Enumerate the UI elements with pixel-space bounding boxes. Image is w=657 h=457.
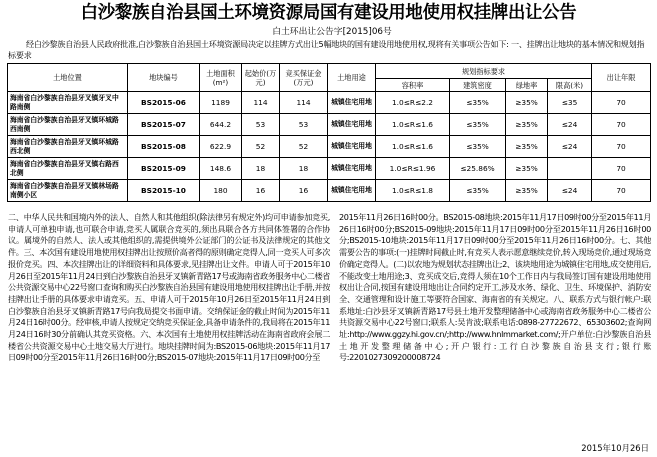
header-area: 土地面积(m²) — [200, 64, 242, 92]
cell-deposit: 52 — [280, 136, 328, 158]
cell-use: 城镇住宅用地 — [328, 114, 376, 136]
cell-height: ≤35 — [548, 92, 592, 114]
cell-location: 海南省白沙黎族自治县牙叉镇牙叉中路南侧 — [8, 92, 128, 114]
notice-intro: 经白沙黎族自治县人民政府批准,白沙黎族自治县国土环境资源局决定以挂牌方式出让5幅地块的国有建设用地使用权,现将有关事项公告如下: 一、挂牌出让地块的基本情况和规划指标要求 — [8, 39, 645, 61]
cell-years: 70 — [592, 114, 651, 136]
cell-code: BS2015-07 — [128, 114, 200, 136]
cell-area: 180 — [200, 180, 242, 202]
cell-area: 1189 — [200, 92, 242, 114]
cell-deposit: 114 — [280, 92, 328, 114]
table-row — [8, 92, 651, 114]
header-code: 地块编号 — [128, 64, 200, 92]
table-row — [8, 158, 651, 180]
cell-deposit: 18 — [280, 158, 328, 180]
cell-density: ≤35% — [450, 92, 506, 114]
body-column-left: 二、中华人民共和国境内外的法人、自然人和其他组织(除法律另有规定外)均可申请参加竞买,申请人可单独申请,也可联合申请,竞买人属联合竞买的,须出具联合各方共同体签署的合作协议。属境外的自然人、法人或其他组织的,需提供境外公证部门的公证书及法律规定的其他文件。三、本次国有建设用地使用权挂牌出让按照价高者得的原则确定竞得人,同一竞买人可多次报价竞买。四、本次挂牌出让的详细资料和具体要求,见挂牌出让文件。申请人可于2015年10月26日至2015年11月24日到白沙黎族自治县牙叉镇新青路17号或海南省政务服务中心二楼省公共资源交易中心22号窗口查询和购买白沙黎族自治县国有建设用地使用权挂牌出让手册,并按挂牌出让手册的具体要求申请竞买。五、申请人可于2015年10月26日至2015年11月24日到白沙黎族自治县牙叉镇新青路17号向我局提交书面申请。交纳保证金的截止时间为2015年11月24日16时00分。经审核,申请人按规定交纳竞买保证金,具备申请条件的,我局将在2015年11月24日16时30分前确认其竞买资格。六、本次国有土地使用权挂牌活动在海南省政府会展二楼省公共资源交易中心土地交易大厅进行。地块挂牌时间为:BS2015-06地块:2015年11月17日09时00分至2015年11月26日16时00分;BS2015-07地块:2015年11月17日09时00分至 — [8, 212, 330, 363]
cell-code: BS2015-06 — [128, 92, 200, 114]
cell-area: 148.6 — [200, 158, 242, 180]
cell-area: 644.2 — [200, 114, 242, 136]
cell-height: ≤24 — [548, 136, 592, 158]
cell-green: ≥35% — [506, 136, 548, 158]
cell-years: 70 — [592, 158, 651, 180]
cell-green: ≥35% — [506, 180, 548, 202]
cell-density: ≤35% — [450, 180, 506, 202]
cell-density: ≤25.86% — [450, 158, 506, 180]
notice-title: 白沙黎族自治县国土环境资源局国有建设用地使用权挂牌出让公告 — [80, 3, 577, 23]
cell-years: 70 — [592, 180, 651, 202]
cell-deposit: 16 — [280, 180, 328, 202]
cell-density: ≤35% — [450, 114, 506, 136]
cell-height: ≤24 — [548, 180, 592, 202]
cell-start-price: 52 — [242, 136, 280, 158]
header-green: 绿地率 — [506, 79, 548, 92]
cell-deposit: 53 — [280, 114, 328, 136]
header-deposit: 竞买保证金(万元) — [280, 64, 328, 92]
cell-start-price: 18 — [242, 158, 280, 180]
cell-far: 1.0≤R≤1.8 — [376, 180, 450, 202]
header-location: 土地位置 — [8, 64, 128, 92]
header-use: 土地用途 — [328, 64, 376, 92]
body-column-right: 2015年11月26日16时00分。BS2015-08地块:2015年11月17日09时00分至2015年11月26日16时00分;BS2015-09地块:2015年11月17日09时00分至2015年11月26日16时00分;BS2015-10地块:2015年11月17日09时00分至2015年11月26日16时00分。七、其他需要公告的事项:(一)挂牌时间截止时,有竞买人表示愿意继续竞价,转入现场竞价,通过现场竞价确定竞得人。(二)以农地为规划状态挂牌出让;2、该块地用途为城镇住宅用地,成交使用后,不能改变土地用途;3、竞买成交后,竞得人须在10个工作日内与我局签订国有建设用地使用权出让合同,按国有建设用地出让合同约定开工,涉及水务、绿化、卫生、环境保护、消防安全、交通管理和设计施工等要符合国家、海南省的有关规定。八、联系方式与银行帐户:联系地址:白沙县牙叉镇新青路17号县土地开发整理储备中心或海南省政务服务中心二楼省公共资源交易中心22号窗口;联系人:吴肯波;联系电话:0898-27722672、65303602;查询网址:http://www.ggzy.hi.gov.cn/;http://www.hnlmmarket.com/;开户单位:白沙黎族自治县土地开发整理储备中心;开户银行:工行白沙黎族自治县支行;银行账号:2201027309200008724 — [339, 212, 651, 363]
table-row — [8, 180, 651, 202]
cell-far: 1.0≤R≤1.96 — [376, 158, 450, 180]
table-row — [8, 114, 651, 136]
cell-years: 70 — [592, 136, 651, 158]
cell-use: 城镇住宅用地 — [328, 180, 376, 202]
land-parcel-table — [7, 63, 651, 202]
cell-use: 城镇住宅用地 — [328, 158, 376, 180]
cell-code: BS2015-09 — [128, 158, 200, 180]
cell-location: 海南省白沙黎族自治县牙叉镇林场路南侧小区 — [8, 180, 128, 202]
header-density: 建筑密度 — [450, 79, 506, 92]
header-far: 容积率 — [376, 79, 450, 92]
cell-green: ≥35% — [506, 114, 548, 136]
cell-start-price: 53 — [242, 114, 280, 136]
cell-start-price: 114 — [242, 92, 280, 114]
cell-location: 海南省白沙黎族自治县牙叉镇环城路西南侧 — [8, 114, 128, 136]
notice-ref-number: 白土环出让公告字[2015]06号 — [272, 27, 392, 37]
header-planning: 规划指标要求 — [376, 64, 592, 79]
cell-height: ≤24 — [548, 114, 592, 136]
cell-density: ≤35% — [450, 136, 506, 158]
cell-code: BS2015-10 — [128, 180, 200, 202]
cell-green: ≥35% — [506, 92, 548, 114]
cell-green: ≥35% — [506, 158, 548, 180]
cell-area: 622.9 — [200, 136, 242, 158]
notice-date: 2015年10月26日 — [581, 443, 649, 453]
header-height: 限高(米) — [548, 79, 592, 92]
cell-far: 1.0≤R≤2.2 — [376, 92, 450, 114]
header-start-price: 起始价(万元) — [242, 64, 280, 92]
cell-location: 海南省白沙黎族自治县牙叉镇右路西北侧 — [8, 158, 128, 180]
cell-start-price: 16 — [242, 180, 280, 202]
cell-far: 1.0≤R≤1.6 — [376, 114, 450, 136]
cell-years: 70 — [592, 92, 651, 114]
cell-code: BS2015-08 — [128, 136, 200, 158]
cell-use: 城镇住宅用地 — [328, 136, 376, 158]
cell-far: 1.0≤R≤1.6 — [376, 136, 450, 158]
cell-use: 城镇住宅用地 — [328, 92, 376, 114]
cell-location: 海南省白沙黎族自治县牙叉镇环城路西北侧 — [8, 136, 128, 158]
cell-height — [548, 158, 592, 180]
table-row — [8, 136, 651, 158]
header-years: 出让年限 — [592, 64, 651, 92]
